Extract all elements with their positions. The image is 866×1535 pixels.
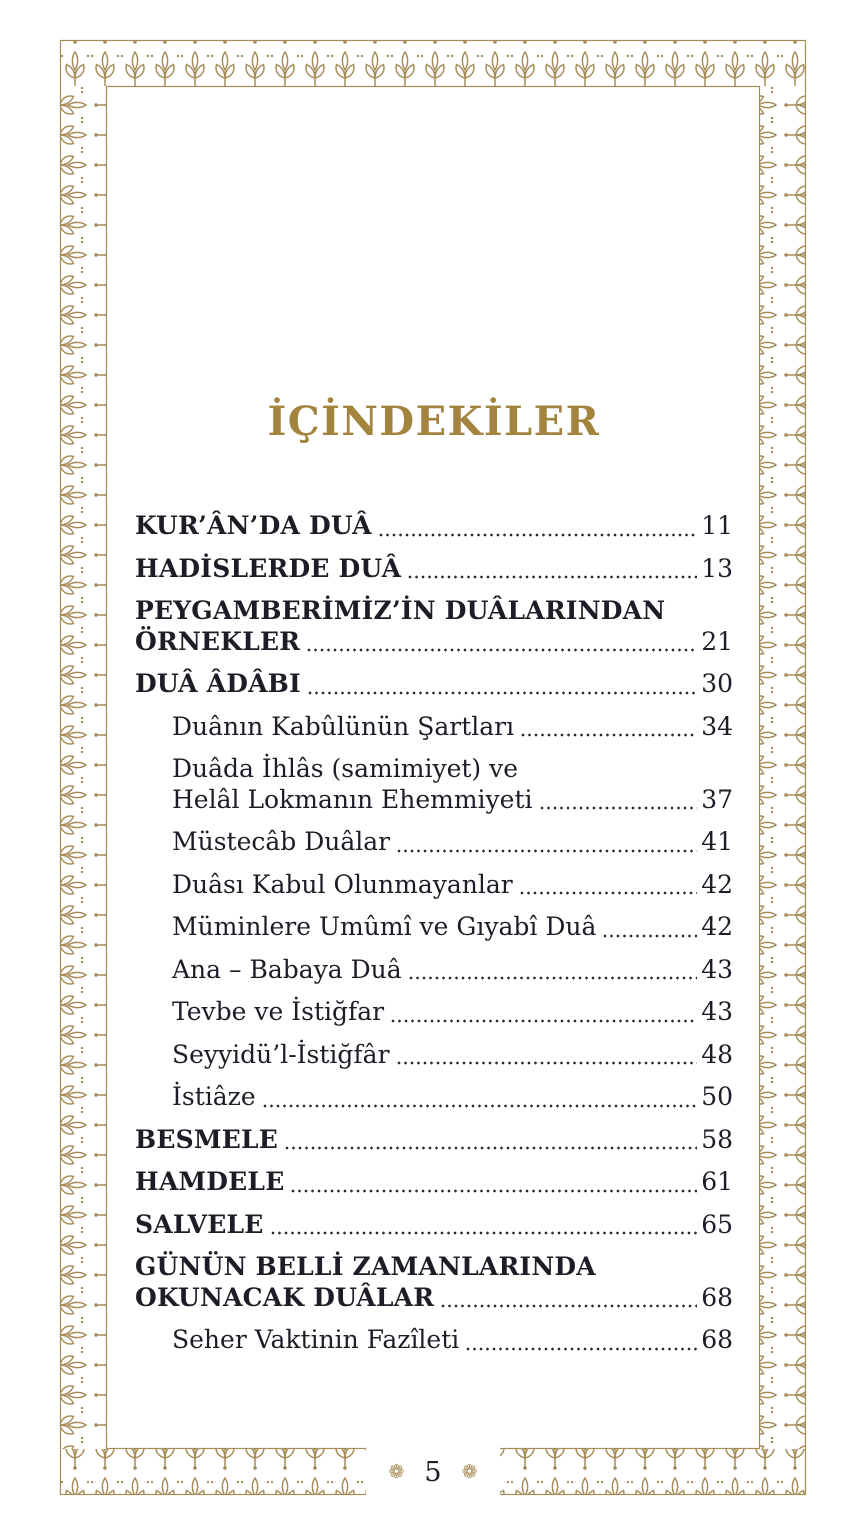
toc-entry: [135, 1040, 733, 1071]
toc-leader-dots: [397, 849, 697, 853]
toc-entry-label: OKUNACAK DUÂLAR: [135, 1282, 435, 1312]
toc-entry-line: [172, 955, 733, 986]
toc-leader-dots: [307, 648, 697, 652]
toc-entry-line: [135, 554, 733, 585]
toc-entry-page: 11: [701, 511, 733, 540]
toc-entry-label: Ana – Babaya Duâ: [172, 954, 402, 984]
toc-entry-label: HAMDELE: [135, 1167, 285, 1196]
toc-entry-label: ÖRNEKLER: [135, 626, 301, 656]
toc-entry-label: DUÂ ÂDÂBI: [135, 669, 301, 698]
toc-entry-line: [135, 1252, 733, 1283]
toc-content: [135, 398, 733, 1368]
toc-leader-dots: [409, 976, 698, 980]
toc-entry-page: 43: [701, 997, 733, 1026]
toc-entry-line: [172, 827, 733, 858]
toc-entry-label: Tevbe ve İstiğfar: [172, 997, 385, 1026]
toc-entry-label: HADİSLERDE DUÂ: [135, 553, 402, 583]
toc-entry-page: 58: [701, 1124, 733, 1154]
page-footer: [0, 1449, 866, 1495]
toc-entry-label: SALVELE: [135, 1209, 264, 1239]
toc-entry-line: [172, 912, 733, 943]
toc-entry-line: [135, 627, 733, 658]
toc-leader-dots: [397, 1061, 698, 1065]
toc-entry-page: 50: [701, 1082, 733, 1111]
toc-entry: [135, 511, 733, 542]
toc-entry-label: Duâsı Kabul Olunmayanlar: [172, 869, 513, 899]
toc-entry: [135, 1125, 733, 1156]
toc-entry: [135, 912, 733, 943]
toc-entry-line: [135, 1210, 733, 1241]
toc-entry: [135, 754, 733, 815]
page-number: 5: [424, 1456, 442, 1488]
toc-leader-dots: [379, 533, 698, 537]
toc-entry-line: [135, 1167, 733, 1198]
toc-leader-dots: [291, 1189, 697, 1193]
toc-entry: [135, 596, 733, 657]
toc-entry: [135, 870, 733, 901]
toc-entry: [135, 712, 733, 743]
toc-entry: [135, 1325, 733, 1356]
toc-entry-line: [172, 785, 733, 816]
toc-entry-page: 41: [701, 827, 733, 856]
toc-leader-dots: [271, 1231, 698, 1235]
toc-entry-label: Duâda İhlâs (samimiyet) ve: [172, 754, 519, 783]
toc-entry: [135, 1167, 733, 1198]
toc-entry-page: 43: [701, 954, 733, 984]
toc-entry-label: Helâl Lokmanın Ehemmiyeti: [172, 784, 533, 814]
toc-entry-line: [172, 1325, 733, 1356]
toc-entry-line: [135, 511, 733, 542]
toc-entry-line: [135, 1125, 733, 1156]
rosette-icon: ❁: [388, 1460, 405, 1483]
toc-entry-label: İstiâze: [172, 1082, 256, 1111]
toc-entry-page: 34: [701, 711, 733, 741]
toc-entry-line: [172, 1040, 733, 1071]
toc-entry-label: Müminlere Umûmî ve Gıyabî Duâ: [172, 912, 597, 941]
toc-entry: [135, 1210, 733, 1241]
toc-entry-label: Müstecâb Duâlar: [172, 827, 391, 856]
toc-entry-page: 61: [701, 1167, 733, 1196]
toc-entry: [135, 955, 733, 986]
toc-entry-line: [135, 596, 733, 627]
toc-entry: [135, 669, 733, 700]
toc-entry-page: 37: [701, 784, 733, 814]
toc-entry: [135, 1082, 733, 1113]
toc-entry-page: 42: [701, 912, 733, 941]
toc-leader-dots: [603, 934, 697, 938]
toc-entry-page: 65: [701, 1209, 733, 1239]
toc-entry-page: 13: [701, 553, 733, 583]
page-title: İÇİNDEKİLER: [267, 398, 601, 445]
toc-entry-page: 30: [701, 669, 733, 698]
toc-leader-dots: [263, 1104, 698, 1108]
toc-entry-label: GÜNÜN BELLİ ZAMANLARINDA: [135, 1252, 596, 1281]
toc-entry-label: KUR’ÂN’DA DUÂ: [135, 511, 372, 540]
toc-entry-line: [172, 1082, 733, 1113]
toc-leader-dots: [441, 1304, 697, 1308]
toc-entry-page: 68: [701, 1325, 733, 1354]
toc-entry-line: [172, 870, 733, 901]
toc-entry-line: [172, 997, 733, 1028]
toc-entry-label: PEYGAMBERİMİZ’İN DUÂLARINDAN: [135, 596, 666, 625]
toc-entry-line: [172, 712, 733, 743]
toc-list: [135, 511, 733, 1356]
toc-entry-page: 42: [701, 869, 733, 899]
toc-entry-label: Seyyidü’l-İstiğfâr: [172, 1039, 390, 1069]
toc-entry-page: 68: [701, 1282, 733, 1312]
toc-leader-dots: [540, 806, 698, 810]
toc-entry-line: [135, 1283, 733, 1314]
toc-entry-label: Duânın Kabûlünün Şartları: [172, 711, 515, 741]
toc-leader-dots: [391, 1019, 697, 1023]
toc-leader-dots: [308, 691, 697, 695]
toc-entry-label: Seher Vaktinin Fazîleti: [172, 1325, 460, 1354]
toc-leader-dots: [520, 891, 697, 895]
toc-entry-label: BESMELE: [135, 1124, 279, 1154]
toc-leader-dots: [466, 1347, 697, 1351]
toc-entry: [135, 997, 733, 1028]
toc-leader-dots: [285, 1146, 697, 1150]
toc-entry-page: 48: [701, 1039, 733, 1069]
toc-entry: [135, 554, 733, 585]
toc-entry: [135, 1252, 733, 1313]
toc-entry-line: [135, 669, 733, 700]
toc-entry-line: [172, 754, 733, 785]
toc-leader-dots: [408, 575, 697, 579]
rosette-icon: ❁: [461, 1460, 478, 1483]
toc-entry-page: 21: [701, 626, 733, 656]
toc-entry: [135, 827, 733, 858]
toc-leader-dots: [521, 733, 697, 737]
